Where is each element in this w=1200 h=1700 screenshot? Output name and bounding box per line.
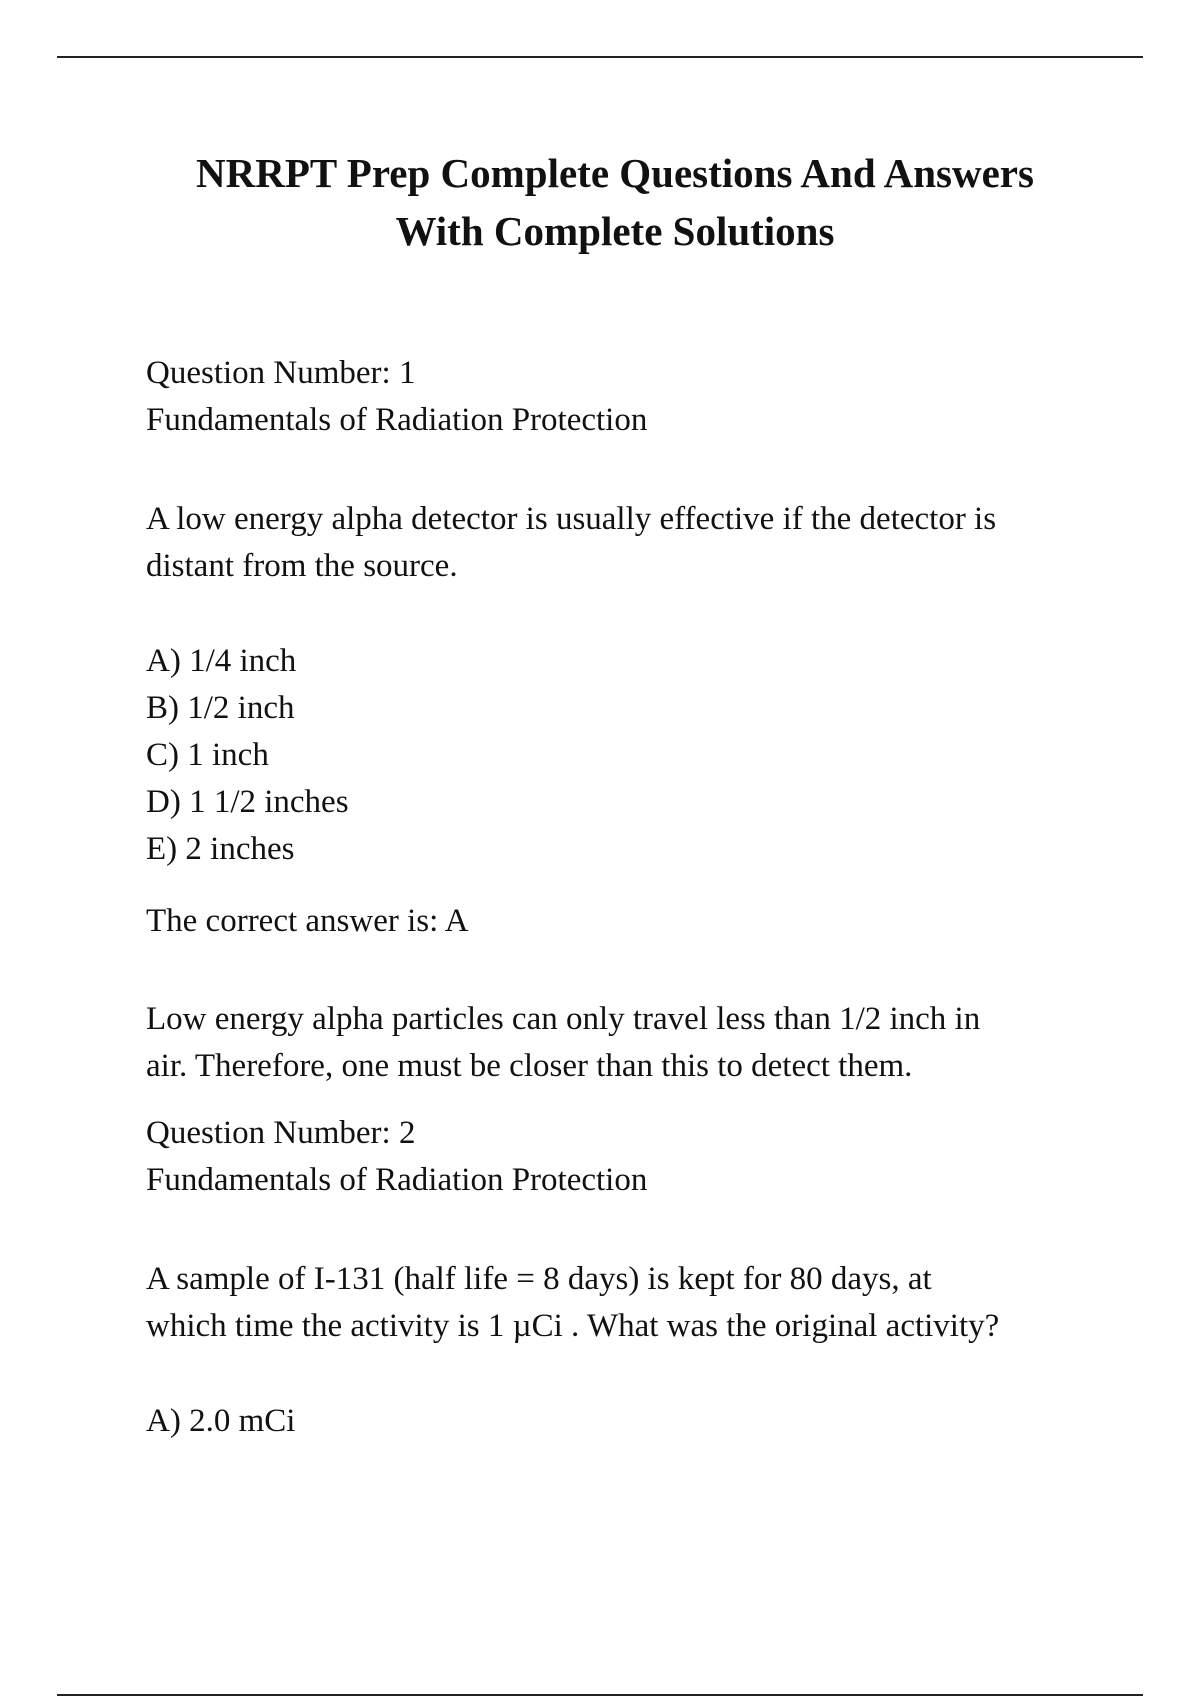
question-1-options	[146, 638, 1106, 873]
answer-option: B) 1/2 inch	[146, 690, 295, 726]
explanation-line: Low energy alpha particles can only travel less than 1/2 inch in	[146, 1001, 981, 1037]
answer-option: A) 2.0 mCi	[146, 1403, 296, 1439]
question-number: Question Number: 2	[146, 1115, 416, 1151]
answer-option: A) 1/4 inch	[146, 643, 297, 679]
answer-option: E) 2 inches	[146, 831, 295, 867]
question-text-line: A sample of I-131 (half life = 8 days) is kept for 80 days, at	[146, 1261, 932, 1297]
question-1-explanation	[146, 996, 1106, 1090]
answer-option: D) 1 1/2 inches	[146, 784, 349, 820]
question-text-line: A low energy alpha detector is usually effective if the detector is	[146, 501, 997, 537]
footer-rule	[57, 1694, 1143, 1696]
answer-option: C) 1 inch	[146, 737, 269, 773]
question-category: Fundamentals of Radiation Protection	[146, 402, 648, 438]
question-1-header	[146, 350, 1106, 444]
question-2-options	[146, 1398, 1106, 1445]
question-1-text	[146, 496, 1106, 590]
title-line-1: NRRPT Prep Complete Questions And Answers	[196, 150, 1034, 196]
question-2-text	[146, 1256, 1106, 1350]
question-category: Fundamentals of Radiation Protection	[146, 1162, 648, 1198]
question-number: Question Number: 1	[146, 355, 416, 391]
title-line-2: With Complete Solutions	[395, 208, 835, 254]
question-1-answer: The correct answer is: A	[146, 903, 469, 939]
question-text-line: distant from the source.	[146, 548, 458, 584]
explanation-line: air. Therefore, one must be closer than this to detect them.	[146, 1048, 913, 1084]
question-text-line: which time the activity is 1 µCi . What was the original activity?	[146, 1308, 1000, 1344]
header-rule	[57, 56, 1143, 58]
question-2-header	[146, 1110, 1106, 1204]
document-title	[120, 144, 1110, 260]
